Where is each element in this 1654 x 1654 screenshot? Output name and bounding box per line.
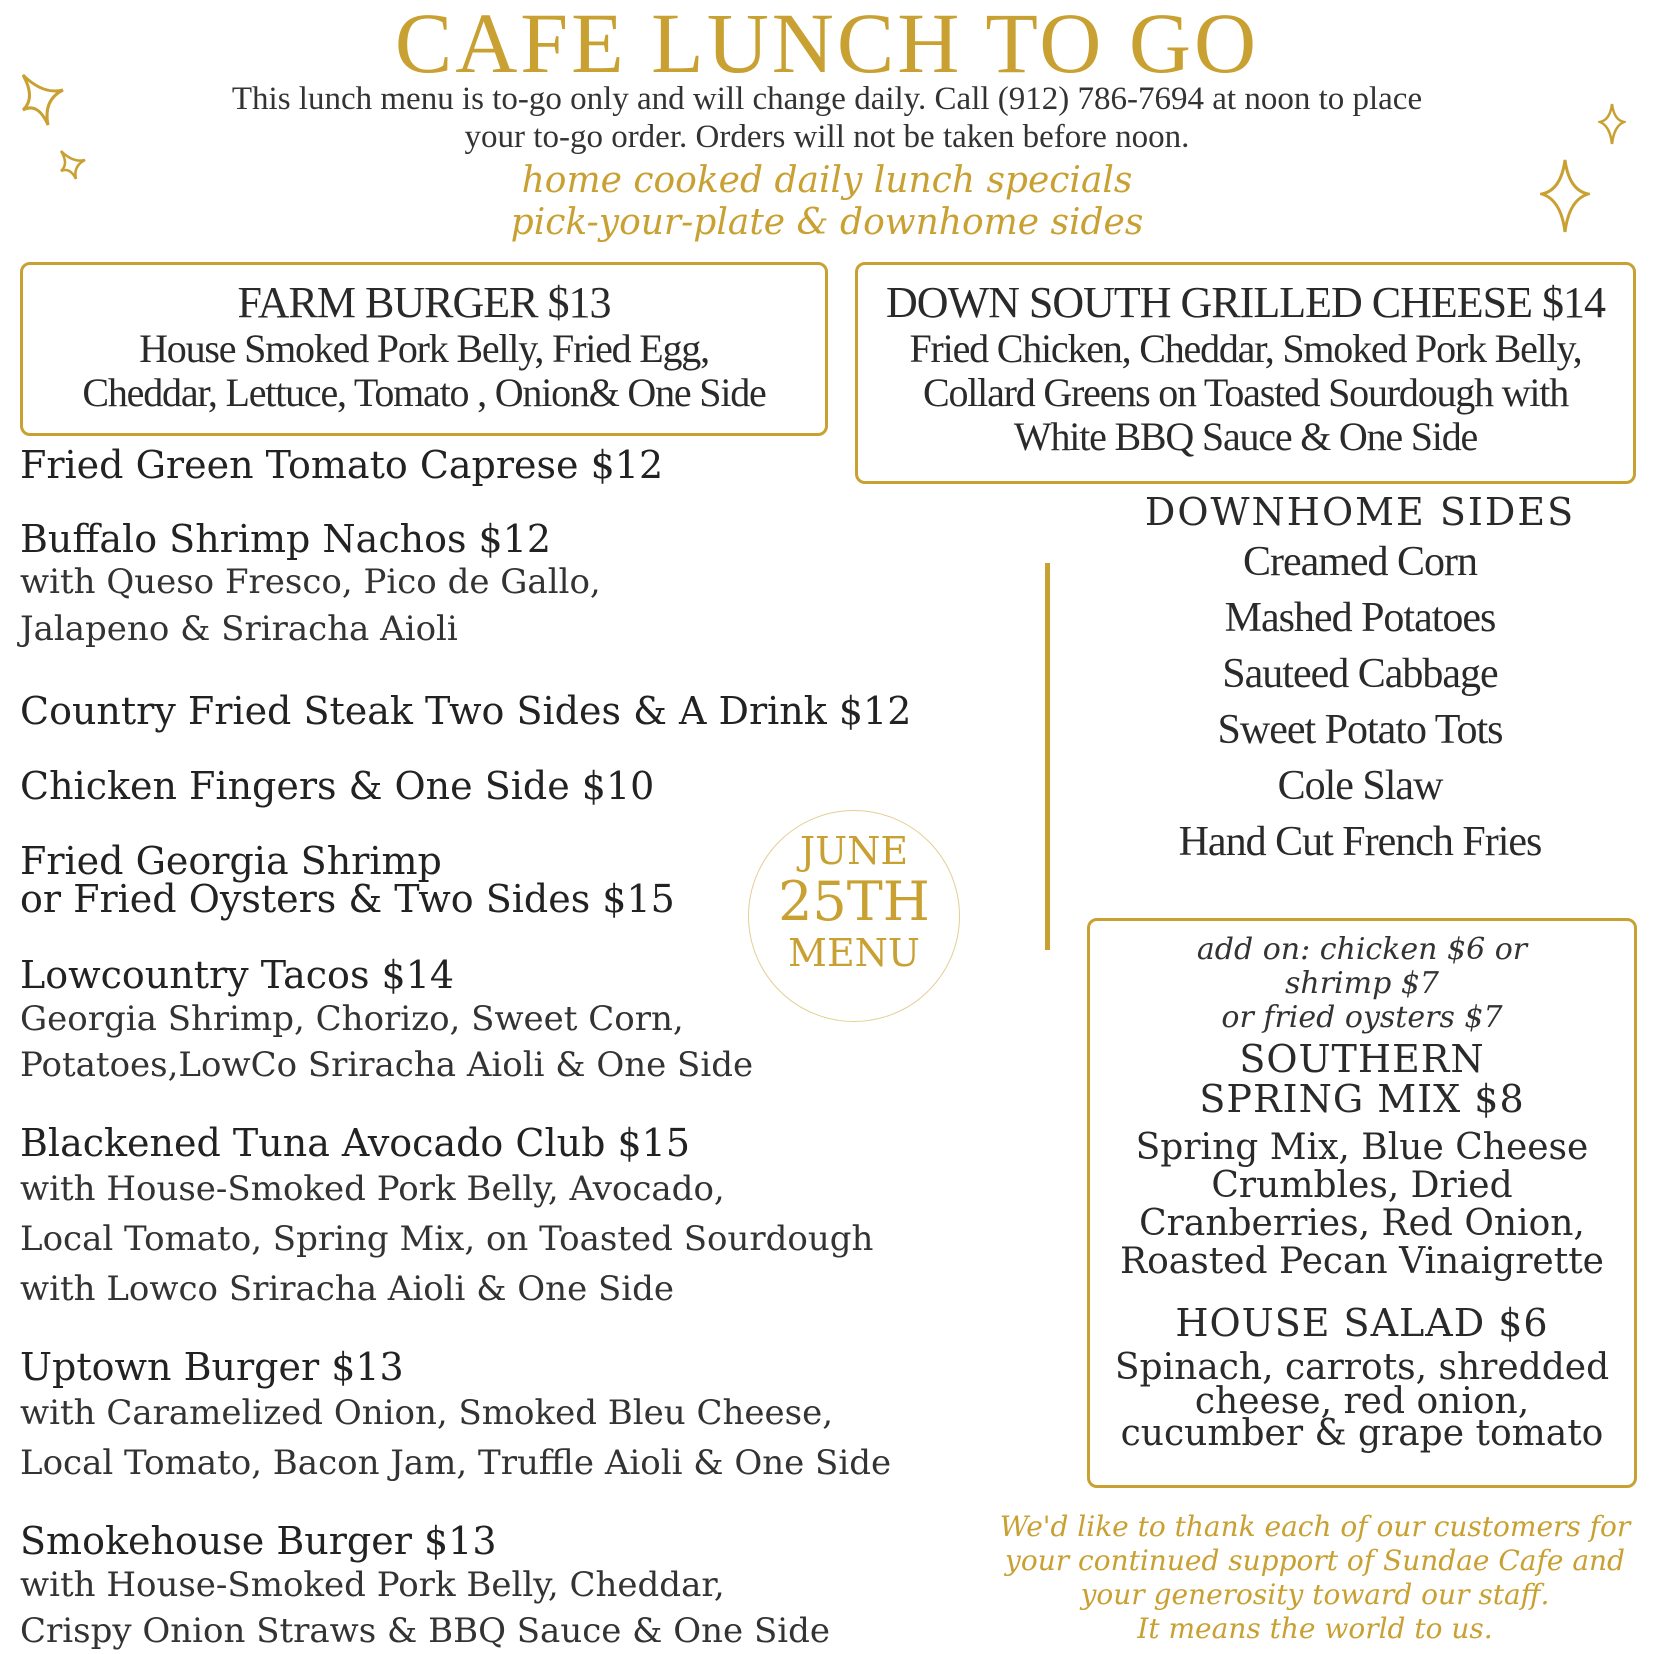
menu-item — [20, 444, 980, 486]
tagline — [0, 160, 1654, 244]
salad-desc: Spring Mix, Blue Cheese — [1135, 1127, 1589, 1168]
salad-desc: Spinach, carrots, shredded — [1114, 1347, 1610, 1388]
sides-section — [1100, 490, 1620, 870]
sides-heading: DOWNHOME SIDES — [1144, 490, 1576, 534]
menu-item-name: Chicken Fingers & One Side $10 — [20, 764, 655, 808]
menu-item-desc: Local Tomato, Bacon Jam, Truffle Aioli & One Side — [20, 1443, 892, 1483]
salad-desc: Cranberries, Red Onion, — [1139, 1203, 1585, 1244]
salad-title: SPRING MIX $8 — [1199, 1077, 1525, 1121]
side-item: Creamed Corn — [1242, 539, 1478, 585]
menu-item-desc: with House-Smoked Pork Belly, Avocado, — [20, 1169, 725, 1209]
menu-item-desc: Jalapeno & Sriracha Aioli — [20, 609, 458, 649]
badge-line: MENU — [788, 931, 920, 975]
thanks-line: your continued support of Sundae Cafe and — [1005, 1544, 1625, 1577]
menu-item-name: Lowcountry Tacos $14 — [20, 953, 455, 997]
menu-item — [20, 1520, 980, 1654]
farm-burger-desc: Cheddar, Lettuce, Tomato , Onion& One Side — [82, 370, 766, 415]
menu-item-desc: Local Tomato, Spring Mix, on Toasted Sourdough — [20, 1219, 874, 1259]
thanks-line: It means the world to us. — [1137, 1612, 1493, 1645]
badge-line: 25TH — [778, 870, 930, 933]
badge-line: JUNE — [799, 829, 909, 873]
menu-item-name: Blackened Tuna Avocado Club $15 — [20, 1121, 691, 1165]
addon-text: add on: chicken $6 or — [1196, 932, 1528, 967]
side-item: Cole Slaw — [1277, 763, 1443, 809]
salad-title: HOUSE SALAD $6 — [1175, 1301, 1549, 1345]
thank-you-note — [985, 1510, 1645, 1646]
intro-line: your to-go order. Orders will not be taken before noon. — [464, 119, 1190, 155]
addon-text: or fried oysters $7 — [1221, 1000, 1503, 1035]
grilled-cheese-desc: White BBQ Sauce & One Side — [1013, 414, 1478, 459]
menu-item-name: or Fried Oysters & Two Sides $15 — [20, 877, 675, 921]
side-item: Hand Cut French Fries — [1178, 819, 1542, 865]
farm-burger-desc: House Smoked Pork Belly, Fried Egg, — [139, 326, 709, 371]
menu-item — [20, 765, 980, 807]
thanks-line: We'd like to thank each of our customers for — [999, 1510, 1631, 1543]
date-badge — [748, 810, 960, 1022]
page-title: CAFE LUNCH TO GO — [394, 0, 1260, 91]
menu-item — [20, 518, 980, 654]
menu-item-name: Fried Georgia Shrimp — [20, 839, 442, 883]
intro-text — [60, 80, 1594, 156]
menu-item-desc: with Queso Fresco, Pico de Gallo, — [20, 562, 601, 602]
menu-item-desc: Georgia Shrimp, Chorizo, Sweet Corn, — [20, 999, 684, 1039]
divider — [1045, 563, 1050, 950]
side-item: Sweet Potato Tots — [1217, 707, 1503, 753]
salad-desc: Roasted Pecan Vinaigrette — [1120, 1241, 1604, 1282]
menu-item-desc: Crispy Onion Straws & BBQ Sauce & One Side — [20, 1611, 831, 1651]
salad-desc: cucumber & grape tomato — [1120, 1413, 1604, 1454]
menu-item-name: Uptown Burger $13 — [20, 1345, 404, 1389]
salad-desc: Crumbles, Dried — [1211, 1165, 1513, 1206]
tagline-line: pick-your-plate & downhome sides — [510, 202, 1144, 243]
menu-item-name: Buffalo Shrimp Nachos $12 — [20, 517, 552, 561]
grilled-cheese-title: DOWN SOUTH GRILLED CHEESE $14 — [886, 278, 1605, 327]
menu-item-desc: with Lowco Sriracha Aioli & One Side — [20, 1269, 675, 1309]
intro-line: This lunch menu is to-go only and will change daily. Call (912) 786-7694 at noon to place — [231, 81, 1423, 117]
side-item: Mashed Potatoes — [1224, 595, 1496, 641]
thanks-line: your generosity toward our staff. — [1080, 1578, 1550, 1611]
menu-item — [20, 1122, 980, 1314]
menu-item-desc: with House-Smoked Pork Belly, Cheddar, — [20, 1565, 725, 1605]
sparkle-icon — [1598, 102, 1626, 146]
salad-desc: cheese, red onion, — [1194, 1381, 1530, 1422]
side-item: Sauteed Cabbage — [1222, 651, 1498, 697]
menu-item-desc: with Caramelized Onion, Smoked Bleu Cheese, — [20, 1393, 834, 1433]
farm-burger-title: FARM BURGER $13 — [237, 278, 611, 327]
menu-item — [20, 1346, 980, 1488]
addon-text: shrimp $7 — [1284, 966, 1439, 1001]
grilled-cheese-desc: Fried Chicken, Cheddar, Smoked Pork Belly, — [909, 326, 1582, 371]
salad-title: SOUTHERN — [1239, 1037, 1485, 1081]
menu-item-name: Country Fried Steak Two Sides & A Drink $12 — [20, 689, 912, 733]
farm-burger-box — [20, 262, 828, 436]
grilled-cheese-desc: Collard Greens on Toasted Sourdough with — [922, 370, 1569, 415]
menu-item-desc: Potatoes,LowCo Sriracha Aioli & One Side — [20, 1045, 754, 1085]
menu-item — [20, 690, 980, 732]
menu-item-name: Smokehouse Burger $13 — [20, 1519, 497, 1563]
salad-box — [1087, 918, 1637, 1488]
tagline-line: home cooked daily lunch specials — [521, 160, 1133, 201]
menu-item-name: Fried Green Tomato Caprese $12 — [20, 443, 664, 487]
